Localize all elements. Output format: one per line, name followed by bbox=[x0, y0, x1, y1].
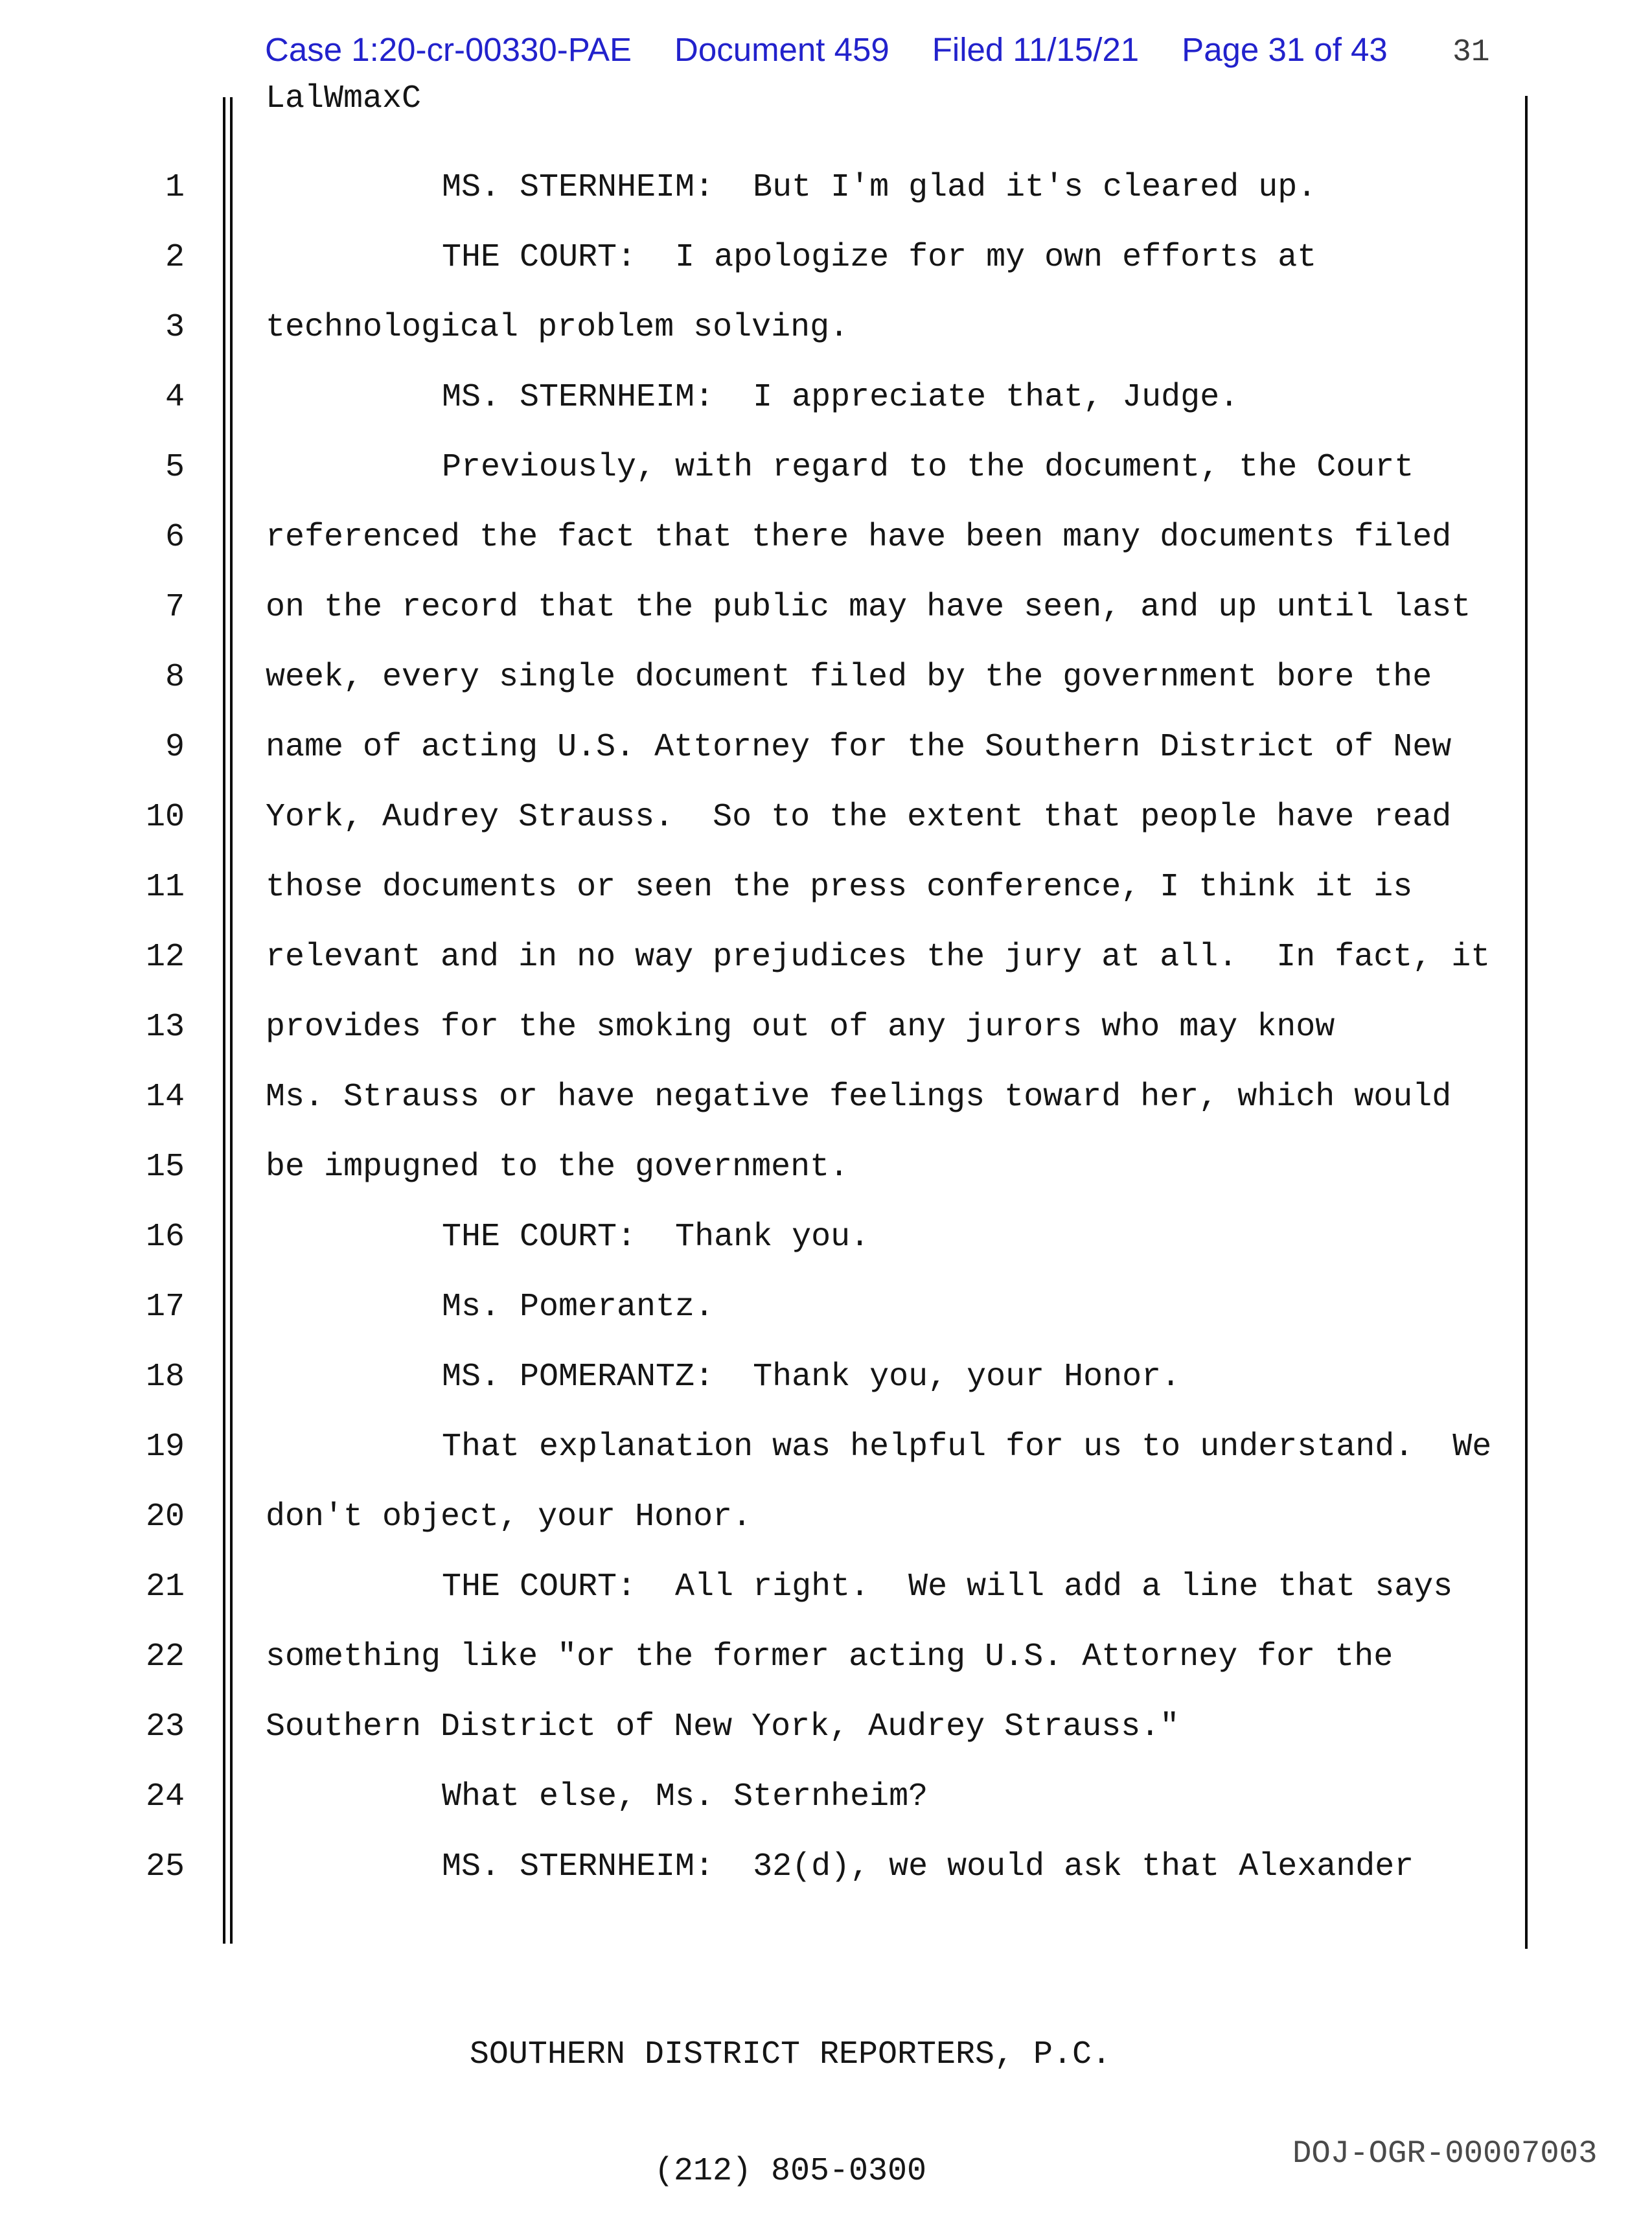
line-text: Previously, with regard to the document, the Court bbox=[442, 449, 1414, 486]
transcript-line bbox=[0, 503, 1652, 573]
line-text: provides for the smoking out of any jurors who may know bbox=[266, 1009, 1335, 1046]
stamp-page-of: Page 31 of 43 bbox=[1182, 31, 1388, 68]
bates-number: DOJ-OGR-00007003 bbox=[1292, 2135, 1598, 2172]
transcript-line bbox=[0, 1202, 1652, 1272]
line-text: technological problem solving. bbox=[266, 309, 849, 346]
line-number: 6 bbox=[165, 519, 185, 556]
line-number: 14 bbox=[145, 1079, 185, 1116]
transcript-line bbox=[0, 1272, 1652, 1342]
line-text: THE COURT: Thank you. bbox=[442, 1219, 870, 1256]
transcript-body bbox=[0, 153, 1652, 1902]
case-stamp-header bbox=[265, 31, 1388, 69]
line-number: 1 bbox=[165, 169, 185, 206]
line-number: 20 bbox=[145, 1499, 185, 1535]
transcript-line bbox=[0, 1622, 1652, 1692]
line-text: What else, Ms. Sternheim? bbox=[442, 1778, 928, 1815]
transcript-line bbox=[0, 1482, 1652, 1552]
line-number: 2 bbox=[165, 239, 185, 276]
transcript-line bbox=[0, 1832, 1652, 1902]
line-text: referenced the fact that there have been many documents filed bbox=[266, 519, 1452, 556]
transcript-line bbox=[0, 923, 1652, 993]
stamp-case-number: Case 1:20-cr-00330-PAE bbox=[265, 31, 632, 68]
line-text: Ms. Strauss or have negative feelings toward her, which would bbox=[266, 1079, 1452, 1116]
line-text: MS. STERNHEIM: I appreciate that, Judge. bbox=[442, 379, 1239, 416]
transcript-line bbox=[0, 1552, 1652, 1622]
line-number: 24 bbox=[145, 1778, 185, 1815]
transcript-line bbox=[0, 363, 1652, 433]
transcript-line bbox=[0, 1063, 1652, 1132]
line-text: relevant and in no way prejudices the jury at all. In fact, it bbox=[266, 939, 1491, 976]
transcript-line bbox=[0, 1342, 1652, 1412]
line-number: 22 bbox=[145, 1638, 185, 1675]
reporter-footer bbox=[0, 1958, 1581, 2230]
line-text: MS. STERNHEIM: But I'm glad it's cleared up. bbox=[442, 169, 1317, 206]
line-number: 10 bbox=[145, 799, 185, 836]
line-number: 9 bbox=[165, 729, 185, 766]
transcript-line bbox=[0, 643, 1652, 713]
line-number: 5 bbox=[165, 449, 185, 486]
line-text: That explanation was helpful for us to understand. We bbox=[442, 1429, 1492, 1466]
line-text: don't object, your Honor. bbox=[266, 1499, 752, 1535]
line-number: 16 bbox=[145, 1219, 185, 1256]
transcript-line bbox=[0, 433, 1652, 503]
stamp-document-number: Document 459 bbox=[674, 31, 889, 68]
transcript-line bbox=[0, 713, 1652, 783]
line-number: 19 bbox=[145, 1429, 185, 1466]
line-text: week, every single document filed by the government bore the bbox=[266, 659, 1432, 696]
stamp-filed-date: Filed 11/15/21 bbox=[932, 31, 1140, 68]
line-text: THE COURT: I apologize for my own efforts at bbox=[442, 239, 1317, 276]
page-number: 31 bbox=[1452, 35, 1490, 70]
transcript-line bbox=[0, 1412, 1652, 1482]
line-number: 25 bbox=[145, 1848, 185, 1885]
line-text: those documents or seen the press conference, I think it is bbox=[266, 869, 1413, 906]
line-number: 17 bbox=[145, 1289, 185, 1326]
line-number: 3 bbox=[165, 309, 185, 346]
transcript-line bbox=[0, 783, 1652, 853]
transcript-line bbox=[0, 293, 1652, 363]
line-text: MS. STERNHEIM: 32(d), we would ask that Alexander bbox=[442, 1848, 1414, 1885]
line-text: something like "or the former acting U.S. Attorney for the bbox=[266, 1638, 1394, 1675]
line-number: 18 bbox=[145, 1359, 185, 1396]
line-number: 13 bbox=[145, 1009, 185, 1046]
line-number: 12 bbox=[145, 939, 185, 976]
reporter-phone: (212) 805-0300 bbox=[654, 2153, 927, 2190]
transcript-line bbox=[0, 573, 1652, 643]
line-text: Ms. Pomerantz. bbox=[442, 1289, 715, 1326]
transcript-line bbox=[0, 1132, 1652, 1202]
line-number: 4 bbox=[165, 379, 185, 416]
line-text: York, Audrey Strauss. So to the extent that people have read bbox=[266, 799, 1452, 836]
transcript-line bbox=[0, 223, 1652, 293]
line-text: MS. POMERANTZ: Thank you, your Honor. bbox=[442, 1359, 1181, 1396]
line-number: 8 bbox=[165, 659, 185, 696]
line-number: 23 bbox=[145, 1708, 185, 1745]
line-text: on the record that the public may have seen, and up until last bbox=[266, 589, 1471, 626]
transcript-line bbox=[0, 1762, 1652, 1832]
line-number: 7 bbox=[165, 589, 185, 626]
session-code: LalWmaxC bbox=[266, 80, 422, 117]
reporter-name: SOUTHERN DISTRICT REPORTERS, P.C. bbox=[469, 2036, 1112, 2073]
transcript-line bbox=[0, 1692, 1652, 1762]
line-text: name of acting U.S. Attorney for the Southern District of New bbox=[266, 729, 1452, 766]
line-text: Southern District of New York, Audrey Strauss." bbox=[266, 1708, 1180, 1745]
line-text: be impugned to the government. bbox=[266, 1149, 849, 1186]
line-number: 21 bbox=[145, 1569, 185, 1605]
transcript-line bbox=[0, 853, 1652, 923]
transcript-line bbox=[0, 153, 1652, 223]
line-number: 15 bbox=[145, 1149, 185, 1186]
line-number: 11 bbox=[145, 869, 185, 906]
transcript-line bbox=[0, 993, 1652, 1063]
line-text: THE COURT: All right. We will add a line that says bbox=[442, 1569, 1453, 1605]
